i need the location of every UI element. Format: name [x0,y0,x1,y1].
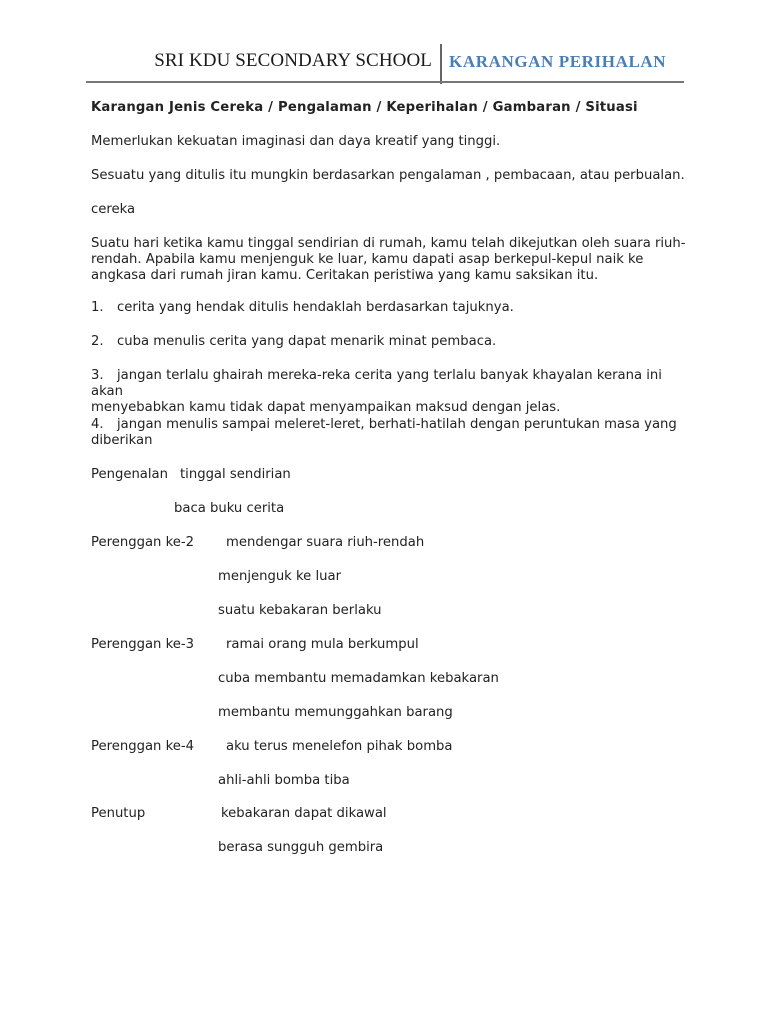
tip-text: cuba menulis cerita yang dapat menarik minat pembaca. [117,334,497,349]
header-rule [86,81,684,83]
outline-label: Perenggan ke-2 [91,535,195,550]
outline-point: aku terus menelefon pihak bomba [226,739,453,754]
outline-point: menjenguk ke luar [218,569,342,584]
intro-paragraph-2: Sesuatu yang ditulis itu mungkin berdasarkan pengalaman , pembacaan, atau perbualan. [91,168,685,183]
outline-point: ramai orang mula berkumpul [226,637,419,652]
outline-point: membantu memunggahkan barang [218,705,453,720]
tip-text: diberikan [91,433,153,448]
outline-point: mendengar suara riuh-rendah [226,535,425,550]
outline-point: cuba membantu memadamkan kebakaran [218,671,499,686]
tip-text: jangan menulis sampai meleret-leret, berhati-hatilah dengan peruntukan masa yang [117,417,677,432]
outline-label: Pengenalan [91,467,168,482]
outline-point: baca buku cerita [174,501,285,516]
tip-text: cerita yang hendak ditulis hendaklah berdasarkan tajuknya. [117,300,514,315]
tip-item [91,334,691,350]
tip-number: 2. [91,334,104,349]
tip-item [91,417,691,449]
intro-paragraph-1: Memerlukan kekuatan imaginasi dan daya kreatif yang tinggi. [91,134,501,149]
outline-label: Perenggan ke-3 [91,637,195,652]
document-header [86,44,684,84]
tip-text: jangan terlalu ghairah mereka-reka cerita yang terlalu banyak khayalan kerana ini akan [91,368,662,399]
school-name: SRI KDU SECONDARY SCHOOL [154,50,432,71]
tip-item [91,300,691,316]
tip-number: 3. [91,368,104,383]
outline-point: berasa sungguh gembira [218,840,384,855]
tip-item [91,368,691,416]
outline-point: suatu kebakaran berlaku [218,603,382,618]
tip-text: menyebabkan kamu tidak dapat menyampaikan maksud dengan jelas. [91,400,561,415]
header-separator [440,44,442,84]
outline-point: ahli-ahli bomba tiba [218,773,350,788]
question-line: Suatu hari ketika kamu tinggal sendirian di rumah, kamu telah dikejutkan oleh suara riuh- [91,236,686,251]
outline-label: Perenggan ke-4 [91,739,195,754]
tip-number: 1. [91,300,104,315]
question-line: angkasa dari rumah jiran kamu. Ceritakan peristiwa yang kamu saksikan itu. [91,268,599,283]
outline-point: kebakaran dapat dikawal [221,806,387,821]
outline-label: Penutup [91,806,146,821]
essay-type-label: cereka [91,202,136,217]
essay-question [91,236,691,284]
tip-number: 4. [91,417,104,432]
outline-point: tinggal sendirian [180,467,291,482]
subject-title: KARANGAN PERIHALAN [449,52,667,71]
essay-type-heading: Karangan Jenis Cereka / Pengalaman / Keperihalan / Gambaran / Situasi [91,100,638,115]
question-line: rendah. Apabila kamu menjenguk ke luar, kamu dapati asap berkepul-kepul naik ke [91,252,644,267]
